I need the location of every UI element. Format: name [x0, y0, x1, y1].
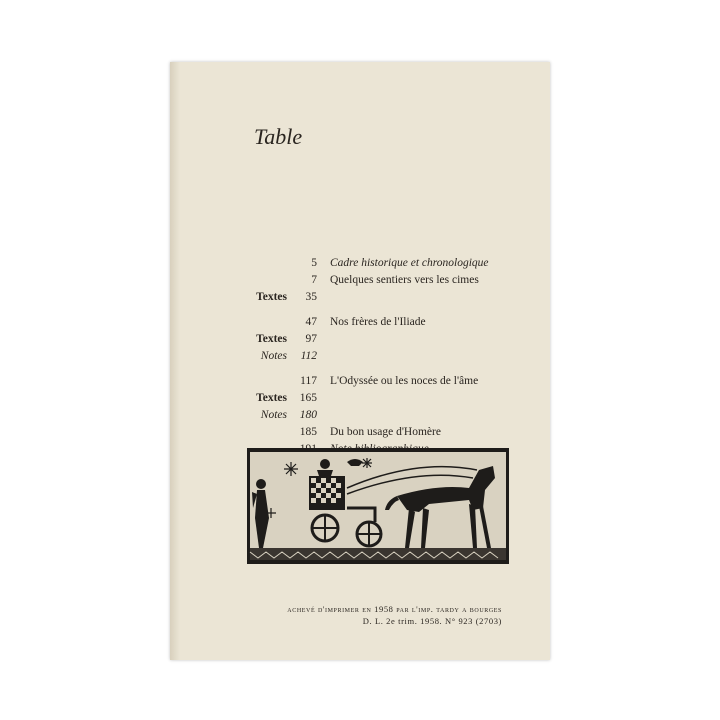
book-page	[170, 62, 550, 660]
toc-page-number: 7	[311, 274, 317, 286]
toc-section-label: Notes	[260, 350, 287, 362]
toc-row	[170, 407, 550, 424]
toc-section-label: Textes	[256, 333, 287, 345]
toc-row	[170, 390, 550, 407]
colophon	[240, 603, 502, 627]
toc-section-label: Textes	[256, 291, 287, 303]
greek-frieze-illustration	[247, 448, 509, 564]
toc-entry-title: Nos frères de l'Iliade	[330, 316, 426, 328]
toc-section-label: Notes	[260, 409, 287, 421]
toc-row	[170, 289, 550, 306]
toc-page-number: 97	[305, 333, 317, 345]
toc-page-number: 180	[299, 409, 317, 421]
toc-section-label: Textes	[256, 392, 287, 404]
toc-entry-title: Cadre historique et chronologique	[330, 257, 489, 269]
toc-page-number: 5	[311, 257, 317, 269]
toc-page-number: 112	[300, 350, 317, 362]
toc-row	[170, 373, 550, 390]
toc-entry-title: Du bon usage d'Homère	[330, 426, 441, 438]
toc-page-number: 165	[299, 392, 317, 404]
colophon-line-2: D. L. 2e trim. 1958. N° 923 (2703)	[362, 616, 502, 626]
toc-page-number: 185	[299, 426, 317, 438]
toc-page-number: 47	[305, 316, 317, 328]
toc-page-number: 35	[305, 291, 317, 303]
toc-row	[170, 314, 550, 331]
frieze-chariot-scene	[247, 448, 509, 564]
toc-row	[170, 272, 550, 289]
colophon-line-1: achevé d'imprimer en 1958 par l'imp. tardy a bourges	[287, 604, 502, 614]
toc-row	[170, 424, 550, 441]
toc-row	[170, 348, 550, 365]
toc-row	[170, 331, 550, 348]
page-title: Table	[254, 124, 303, 149]
toc-entry-title: Quelques sentiers vers les cimes	[330, 274, 479, 286]
toc-page-number: 117	[300, 375, 317, 387]
toc-row	[170, 255, 550, 272]
toc-entry-title: L'Odyssée ou les noces de l'âme	[330, 375, 479, 387]
